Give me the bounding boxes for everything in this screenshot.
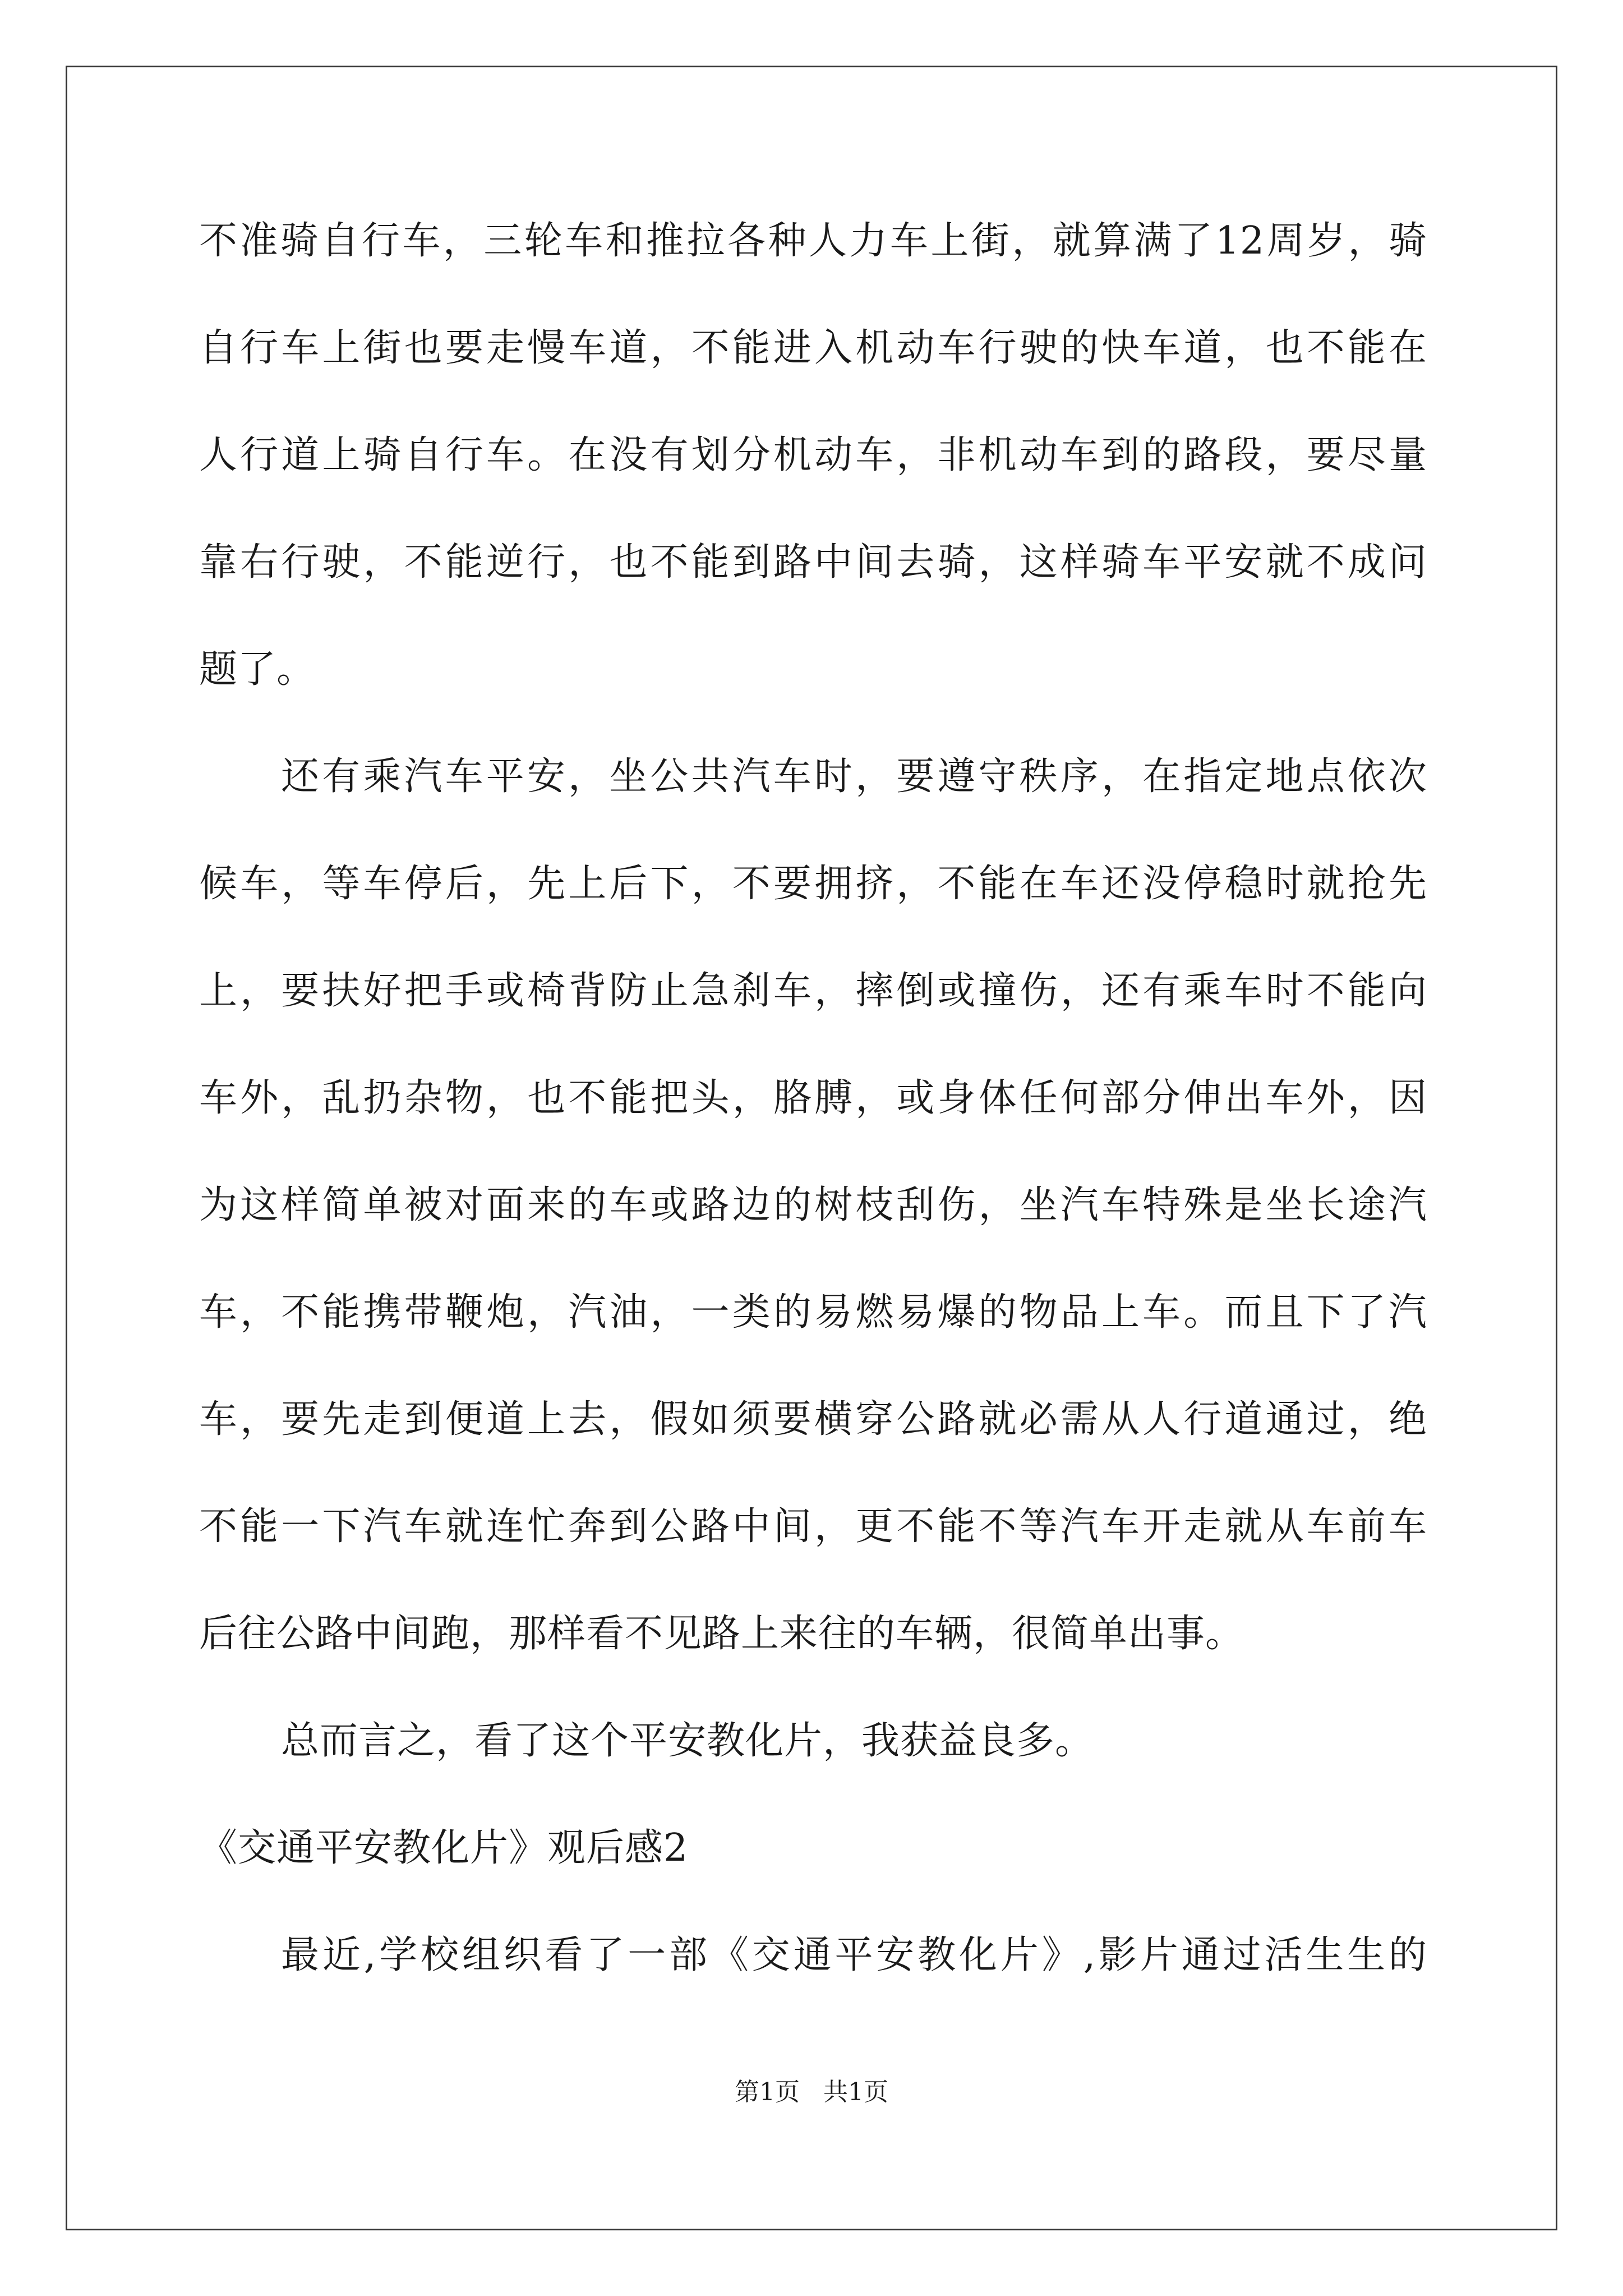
text-line: 候车，等车停后，先上后下，不要拥挤，不能在车还没停稳时就抢先 <box>199 862 1427 906</box>
text-line: 不能一下汽车就连忙奔到公路中间，更不能不等汽车开走就从车前车 <box>199 1504 1427 1549</box>
text-line: 人行道上骑自行车。在没有划分机动车，非机动车到的路段，要尽量 <box>199 433 1427 477</box>
text-line: 后往公路中间跑，那样看不见路上来往的车辆，很简单出事。 <box>199 1612 1244 1656</box>
section-heading: 《交通平安教化片》观后感2 <box>199 1826 689 1870</box>
text-line: 题了。 <box>199 647 316 692</box>
text-line: 为这样简单被对面来的车或路边的树枝刮伤，坐汽车特殊是坐长途汽 <box>199 1183 1427 1227</box>
text-line: 上，要扶好把手或椅背防止急刹车，摔倒或撞伤，还有乘车时不能向 <box>199 969 1427 1013</box>
text-line: 车，要先走到便道上去，假如须要横穿公路就必需从人行道通过，绝 <box>199 1397 1427 1442</box>
text-line: 车，不能携带鞭炮，汽油，一类的易燃易爆的物品上车。而且下了汽 <box>199 1290 1427 1335</box>
paragraph-single-line: 总而言之，看了这个平安教化片，我获益良多。 <box>281 1719 1094 1763</box>
text-line: 不准骑自行车，三轮车和推拉各种人力车上街，就算满了12周岁，骑 <box>199 219 1427 263</box>
page-footer: 第1页 共1页 <box>735 2078 888 2106</box>
text-line: 自行车上街也要走慢车道，不能进入机动车行驶的快车道，也不能在 <box>199 326 1427 370</box>
paragraph-first-line: 还有乘汽车平安，坐公共汽车时，要遵守秩序，在指定地点依次 <box>281 754 1427 799</box>
text-line: 车外，乱扔杂物，也不能把头，胳膊，或身体任何部分伸出车外，因 <box>199 1076 1427 1120</box>
document-body <box>199 213 1427 2035</box>
paragraph-first-line: 最近,学校组织看了一部《交通平安教化片》,影片通过活生生的 <box>281 1933 1427 1977</box>
text-line: 靠右行驶，不能逆行，也不能到路中间去骑，这样骑车平安就不成问 <box>199 540 1427 585</box>
